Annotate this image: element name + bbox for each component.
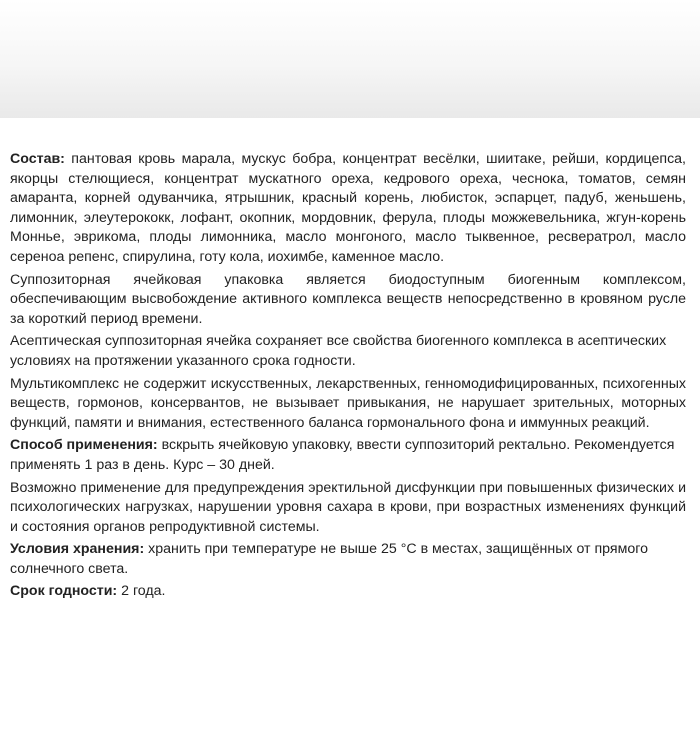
shelf-life-text: 2 года. <box>117 583 166 600</box>
aseptic-paragraph: Асептическая суппозиторная ячейка сохраняет все свойства биогенного комплекса в асептических условиях на протяжении указанного срока годности. <box>10 333 667 369</box>
indication-paragraph: Возможно применение для предупреждения эректильной дисфункции при повышенных физических и психологических нагрузках, нарушении уровня сахара в крови, при возрастных изменениях функций и состояния органов репродуктивной системы. <box>10 479 686 535</box>
background-top <box>0 0 700 118</box>
composition-paragraph <box>10 150 686 268</box>
safety-paragraph: Мультикомплекс не содержит искусственных, лекарственных, генномодифицированных, психогенных веществ, гормонов, консервантов, не вызывает привыкания, не нарушает зрительных, моторных функций, памяти и внимания, естественного баланса гормонального фона и иммунных реакций. <box>10 375 686 431</box>
shelf-life-paragraph <box>10 582 686 602</box>
packaging-paragraph: Суппозиторная ячейковая упаковка является биодоступным биогенным комплексом, обеспечивающим высвобождение активного комплекса веществ непосредственно в кровяном русле за короткий период времени. <box>10 271 686 327</box>
product-label-text <box>10 150 686 605</box>
shelf-life-label: Срок годности: <box>10 583 118 600</box>
usage-label: Способ применения: <box>10 437 158 454</box>
storage-label: Условия хранения: <box>10 541 145 558</box>
composition-label: Состав: <box>10 151 65 167</box>
composition-text: пантовая кровь марала, мускус бобра, концентрат весёлки, шиитаке, рейши, кордицепса, якорцы стелющиеся, концентрат мускатного ореха, кедрового ореха, чеснока, томатов, семян амаранта, корней одуванчика, ятрышник, красный корень, любисток, эспарцет, падуб, женьшень, лимонник, элеутерококк, лофант, окопник, мордовник, ферула, плоды можжевельника, жгун-корень Монньe, эврикома, плоды лимонника, масло монгоного, масло тыквенное, ресвератрол, масло сереноа репенс, спирулина, готу кола, иохимбе, каменное масло. <box>10 151 686 265</box>
usage-paragraph <box>10 436 686 475</box>
storage-text: хранить при температуре не выше 25 °C в местах, защищённых от прямого солнечного света. <box>10 541 648 577</box>
usage-text: вскрыть ячейковую упаковку, ввести суппозиторий ректально. Рекомендуется применять 1 раз в день. Курс – 30 дней. <box>10 437 675 473</box>
storage-paragraph <box>10 540 686 579</box>
